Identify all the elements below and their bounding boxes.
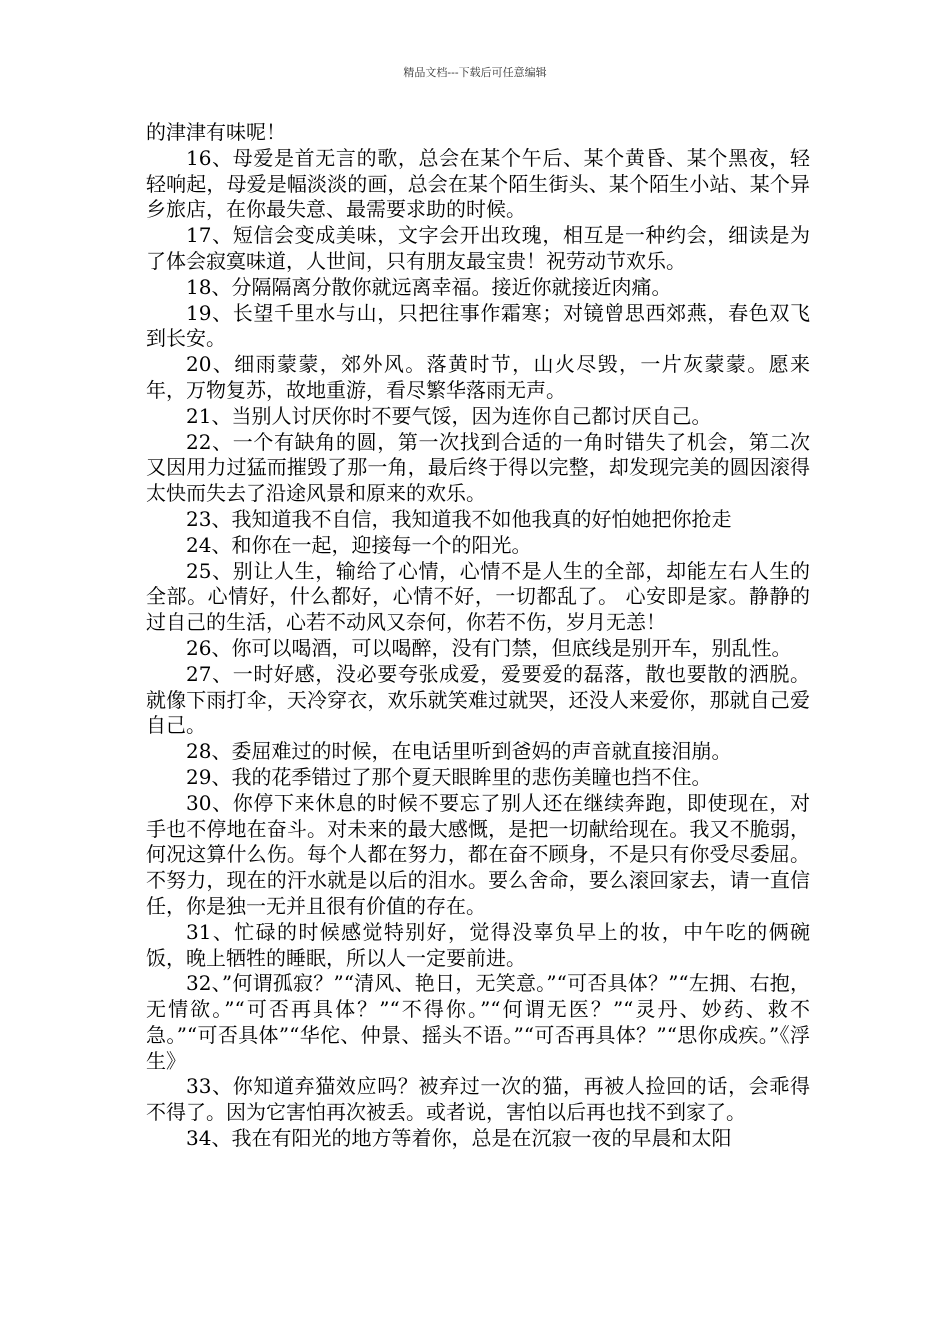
paragraph-16: 16、母爱是首无言的歌，总会在某个午后、某个黄昏、某个黑夜，轻轻响起，母爱是幅淡淡的画，总会在某个陌生街头、某个陌生小站、某个异乡旅店，在你最失意、最需要求助的时候。 [146,145,810,222]
paragraph-26: 26、你可以喝酒，可以喝醉，没有门禁，但底线是别开车，别乱性。 [186,635,792,660]
paragraph-33: 33、你知道弃猫效应吗？被弃过一次的猫，再被人捡回的话，会乖得不得了。因为它害怕再次被丢。或者说，害怕以后再也找不到家了。 [146,1074,810,1125]
paragraph-22: 22、一个有缺角的圆，第一次找到合适的一角时错失了机会，第二次又因用力过猛而摧毁了那一角，最后终于得以完整，却发现完美的圆因滚得太快而失去了沿途风景和原来的欢乐。 [146,429,810,506]
paragraph-21: 21、当别人讨厌你时不要气馁，因为连你自己都讨厌自己。 [186,403,712,428]
paragraph-28: 28、委屈难过的时候，在电话里听到爸妈的声音就直接泪崩。 [186,739,732,764]
paragraph-32: 32、”何谓孤寂？”“清风、艳日，无笑意。”“可否具体？”“左拥、右抱，无情欲。”“可否再具体？”“不得你。”“何谓无医？”“灵丹、妙药、救不急。”“可否具体”“华佗、仲景、摇头不语。”“可否再具体？”“思你成疾。”《浮生》 [146,971,810,1073]
paragraph-27: 27、一时好感，没必要夸张成爱，爱要爱的磊落，散也要散的洒脱。就像下雨打伞，天冷穿衣，欢乐就笑难过就哭，还没人来爱你，那就自己爱自己。 [146,661,810,738]
paragraph-34: 34、我在有阳光的地方等着你，总是在沉寂一夜的早晨和太阳 [186,1126,732,1151]
paragraph-19: 19、长望千里水与山，只把往事作霜寒；对镜曾思西郊燕，春色双飞到长安。 [146,300,810,351]
paragraph-25: 25、别让人生，输给了心情，心情不是人生的全部，却能左右人生的全部。心情好，什么都好，心情不好，一切都乱了。 心安即是家。静静的过自己的生活，心若不动风又奈何，你若不伤，岁月无恙！ [146,558,810,635]
paragraph-18: 18、分隔隔离分散你就远离幸福。接近你就接近肉痛。 [186,274,672,299]
paragraph-30: 30、你停下来休息的时候不要忘了别人还在继续奔跑，即使现在，对手也不停地在奋斗。对未来的最大感慨，是把一切献给现在。我又不脆弱，何况这算什么伤。每个人都在努力，都在奋不顾身，不是只有你受尽委屈。不努力，现在的汗水就是以后的泪水。要么舍命，要么滚回家去，请一直信任，你是独一无并且很有价值的存在。 [146,790,810,918]
paragraph-29: 29、我的花季错过了那个夏天眼眸里的悲伤美瞳也挡不住。 [186,764,712,789]
page-header: 精品文档---下载后可任意编辑 [403,66,547,79]
paragraph-20: 20、细雨蒙蒙，郊外风。落黄时节，山火尽毁，一片灰蒙蒙。愿来年，万物复苏，故地重游，看尽繁华落雨无声。 [146,352,810,402]
document-body [146,120,810,1152]
paragraph-17: 17、短信会变成美味，文字会开出玫瑰，相互是一种约会，细读是为了体会寂寞味道，人世间，只有朋友最宝贵！祝劳动节欢乐。 [146,223,810,273]
paragraph-31: 31、忙碌的时候感觉特别好，觉得没辜负早上的妆，中午吃的俩碗饭，晚上牺牲的睡眠，所以人一定要前进。 [146,919,810,970]
paragraph-23: 23、我知道我不自信，我知道我不如他我真的好怕她把你抢走 [186,506,732,531]
paragraph-continuation: 的津津有味呢！ [146,120,286,144]
paragraph-24: 24、和你在一起，迎接每一个的阳光。 [186,532,532,557]
